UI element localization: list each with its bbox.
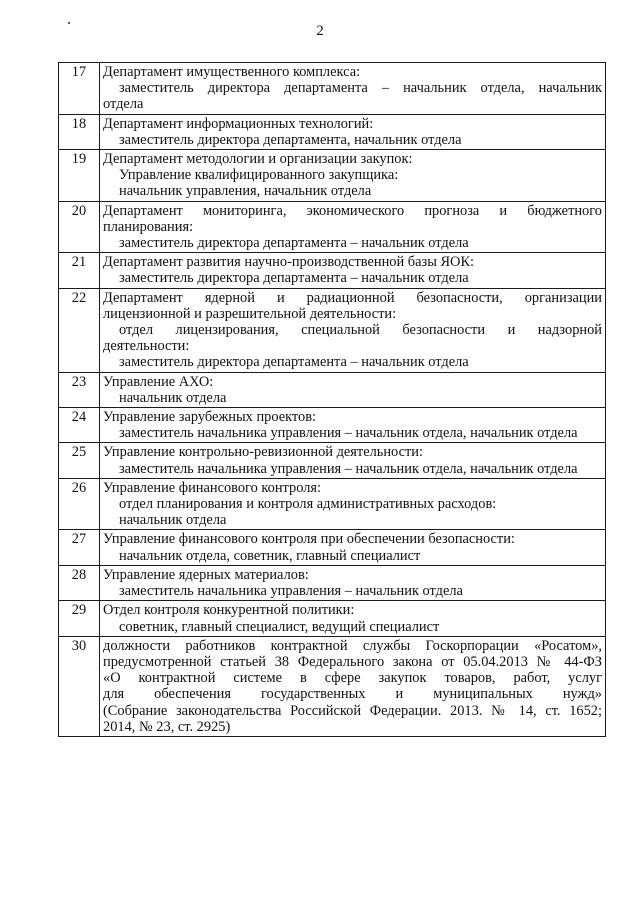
table-row [59, 408, 606, 443]
text-line: заместитель директора департамента – начальник отдела [119, 270, 469, 287]
text-line: отдел планирования и контроля административных расходов: [119, 496, 497, 513]
text-line: заместитель начальника управления – начальник отдела, начальник отдела [119, 425, 578, 442]
row-number: 19 [59, 150, 100, 202]
row-text [100, 114, 606, 149]
text-line: Департамент развития научно-производственной базы ЯОК: [103, 254, 475, 271]
text-line: Управление АХО: [103, 373, 214, 390]
text-line: «О контрактной системе в сфере закупок товаров, работ, услуг [103, 670, 602, 687]
row-text [100, 253, 606, 288]
row-number: 21 [59, 253, 100, 288]
text-line: Управление ядерных материалов: [103, 566, 309, 583]
table-row [59, 565, 606, 600]
row-text [100, 478, 606, 530]
table-row [59, 150, 606, 202]
text-line: заместитель директора департамента – начальник отдела [119, 354, 469, 371]
text-line: начальник отдела, советник, главный специалист [119, 547, 421, 564]
row-text [100, 636, 606, 736]
text-line: должности работников контрактной службы Госкорпорации «Росатом», [103, 637, 602, 654]
text-line: Управление финансового контроля при обеспечении безопасности: [103, 531, 515, 548]
table-row [59, 253, 606, 288]
table-row [59, 443, 606, 478]
row-number: 22 [59, 288, 100, 372]
text-line: Департамент ядерной и радиационной безопасности, организации [103, 289, 602, 306]
text-line: отдел лицензирования, специальной безопасности и надзорной [119, 322, 602, 339]
table-row [59, 114, 606, 149]
positions-table [58, 62, 606, 737]
row-number: 18 [59, 114, 100, 149]
text-line: заместитель начальника управления – начальник отдела, начальник отдела [119, 460, 578, 477]
text-line: для обеспечения государственных и муниципальных нужд» [103, 686, 602, 703]
row-number: 23 [59, 372, 100, 407]
row-number: 28 [59, 565, 100, 600]
text-line: начальник отдела [119, 389, 227, 406]
text-line: Управление контрольно-ревизионной деятельности: [103, 444, 423, 461]
text-line: Отдел контроля конкурентной политики: [103, 602, 355, 619]
positions-table-body [59, 63, 606, 737]
row-number: 24 [59, 408, 100, 443]
text-line: заместитель директора департамента, начальник отдела [119, 131, 462, 148]
row-number: 20 [59, 201, 100, 253]
text-line: заместитель директора департамента – начальник отдела [119, 235, 469, 252]
row-text [100, 601, 606, 636]
row-text [100, 530, 606, 565]
text-line: планирования: [103, 218, 194, 235]
row-text [100, 372, 606, 407]
text-line: Управление финансового контроля: [103, 479, 322, 496]
table-row [59, 288, 606, 372]
text-line: лицензионной и разрешительной деятельности: [103, 305, 397, 322]
text-line: (Собрание законодательства Российской Федерации. 2013. № 14, ст. 1652; [103, 702, 602, 719]
table-row [59, 201, 606, 253]
table-row [59, 63, 606, 115]
row-number: 25 [59, 443, 100, 478]
text-line: деятельности: [103, 338, 190, 355]
table-row [59, 636, 606, 736]
row-text [100, 150, 606, 202]
row-text [100, 63, 606, 115]
text-line: Департамент имущественного комплекса: [103, 64, 361, 80]
table-row [59, 530, 606, 565]
text-line: заместитель директора департамента – начальник отдела, начальник [119, 80, 602, 97]
row-number: 26 [59, 478, 100, 530]
text-line: Управление квалифицированного закупщика: [119, 167, 399, 184]
row-number: 30 [59, 636, 100, 736]
text-line: Департамент мониторинга, экономического прогноза и бюджетного [103, 202, 602, 219]
row-text [100, 408, 606, 443]
row-text [100, 565, 606, 600]
text-line: Департамент методологии и организации закупок: [103, 151, 413, 168]
row-text [100, 201, 606, 253]
table-row [59, 478, 606, 530]
text-line: Департамент информационных технологий: [103, 115, 374, 132]
text-line: начальник отдела [119, 512, 227, 529]
table-row [59, 601, 606, 636]
row-text [100, 288, 606, 372]
text-line: заместитель начальника управления – начальник отдела [119, 583, 463, 600]
page-number: 2 [316, 23, 324, 39]
text-line: начальник управления, начальник отдела [119, 183, 372, 200]
table-row [59, 372, 606, 407]
text-line: 2014, № 23, ст. 2925) [103, 718, 231, 735]
text-line: отдела [103, 96, 144, 113]
text-line: предусмотренной статьей 38 Федерального закона от 05.04.2013 № 44-ФЗ [103, 653, 602, 670]
row-number: 27 [59, 530, 100, 565]
text-line: Управление зарубежных проектов: [103, 409, 317, 426]
row-number: 17 [59, 63, 100, 115]
row-text [100, 443, 606, 478]
text-line: советник, главный специалист, ведущий специалист [119, 618, 440, 635]
row-number: 29 [59, 601, 100, 636]
